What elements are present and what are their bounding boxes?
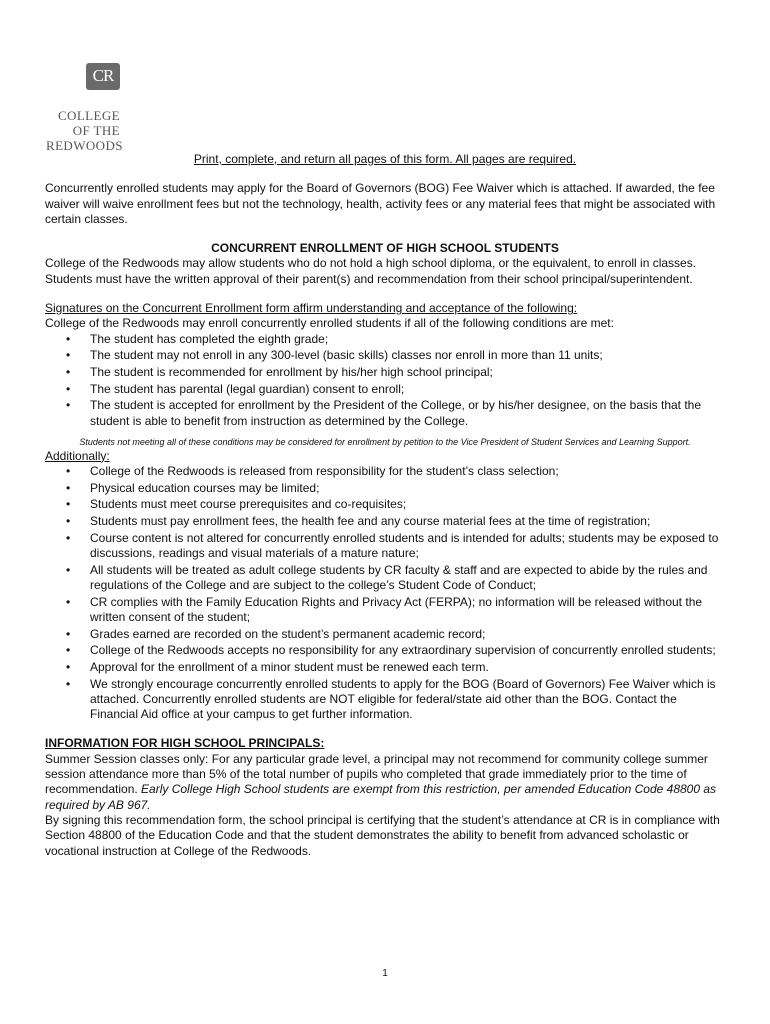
- heading-body: College of the Redwoods may allow students who do not hold a high school diploma, or the equivalent, to enroll in classes. Students must have the written approval of their parent(s) and recommendation from their school principal/superintendent.: [45, 256, 697, 286]
- list-item: • The student has parental (legal guardian) consent to enroll;: [45, 382, 725, 397]
- list-item: • The student is recommended for enrollment by his/her high school principal;: [45, 365, 725, 380]
- principals-text: Summer Session classes only: For any particular grade level, a principal may not recommend for community college summer session attendance more than 5% of the total number of pupils who completed that grade immediately prior to the time of recommendation.: [45, 751, 708, 797]
- conditions-list: [45, 332, 725, 429]
- signatures-title: Signatures on the Concurrent Enrollment form affirm understanding and acceptance of the following:: [45, 301, 578, 316]
- list-item: • Approval for the enrollment of a minor student must be renewed each term.: [45, 660, 725, 675]
- logo-wordmark: [46, 108, 123, 153]
- list-item: • The student may not enroll in any 300-level (basic skills) classes nor enroll in more than 11 units;: [45, 348, 725, 363]
- page-number: 1: [382, 968, 388, 979]
- list-item: • Course content is not altered for concurrently enrolled students and is intended for adults; students may be exposed to discussions, readings and visual materials of a mature nature;: [45, 531, 725, 562]
- cr-logo-mark: [86, 63, 120, 90]
- additionally-title: Additionally:: [45, 448, 110, 463]
- cr-logo-mark-text: CR: [92, 66, 114, 85]
- section-heading: CONCURRENT ENROLLMENT OF HIGH SCHOOL STUDENTS: [211, 241, 559, 256]
- intro-paragraph: Concurrently enrolled students may apply for the Board of Governors (BOG) Fee Waiver which is attached. If awarded, the fee waiver will waive enrollment fees but not the technology, health, activity fees or any material fees that might be associated with certain classes.: [45, 181, 716, 226]
- instruction-line: Print, complete, and return all pages of this form. All pages are required.: [193, 152, 577, 166]
- logo-line: COLLEGE: [57, 108, 120, 123]
- list-item: • Physical education courses may be limited;: [45, 481, 725, 496]
- list-item: • The student has completed the eighth grade;: [45, 332, 725, 347]
- principals-paragraph-2: By signing this recommendation form, the school principal is certifying that the student’s attendance at CR is in compliance with Section 48800 of the Education Code and that the student demonstrates the ability to benefit from advanced scholastic or vocational instruction at College of the Redwoods.: [45, 812, 720, 858]
- list-item: • Students must pay enrollment fees, the health fee and any course material fees at the time of registration;: [45, 514, 725, 529]
- list-item: • The student is accepted for enrollment by the President of the College, or by his/her designee, on the basis that the student is able to benefit from instruction as determined by the College.: [45, 398, 725, 429]
- list-item: • Students must meet course prerequisites and co-requisites;: [45, 497, 725, 512]
- list-item: • College of the Redwoods is released from responsibility for the student’s class selection;: [45, 464, 725, 479]
- petition-note: Students not meeting all of these conditions may be considered for enrollment by petition to the Vice President of Student Services and Learning Support.: [79, 437, 691, 448]
- principals-title: INFORMATION FOR HIGH SCHOOL PRINCIPALS:: [45, 736, 325, 751]
- logo-line: OF THE: [72, 123, 120, 138]
- additionally-list: [45, 464, 725, 723]
- list-item: • College of the Redwoods accepts no responsibility for any extraordinary supervision of concurrently enrolled students;: [45, 643, 725, 658]
- conditions-intro: College of the Redwoods may enroll concurrently enrolled students if all of the following conditions are met:: [45, 316, 614, 331]
- logo-line: REDWOODS: [46, 138, 123, 153]
- list-item: • We strongly encourage concurrently enrolled students to apply for the BOG (Board of Governors) Fee Waiver which is attached. Concurrently enrolled students are NOT eligible for federal/state aid other than the BOG. Contact the Financial Aid office at your campus to get further information.: [45, 677, 725, 723]
- principals-italic-text: Early College High School students are exempt from this restriction, per amended Education Code 48800 as required by AB 967.: [45, 782, 717, 812]
- list-item: • Grades earned are recorded on the student’s permanent academic record;: [45, 627, 725, 642]
- list-item: • CR complies with the Family Education Rights and Privacy Act (FERPA); no information will be released without the written consent of the student;: [45, 595, 725, 626]
- form-content: [45, 152, 725, 859]
- principals-paragraph-1: [45, 752, 725, 813]
- list-item: • All students will be treated as adult college students by CR faculty & staff and are expected to abide by the rules and regulations of the College and are subject to the college’s Student Code of Conduct;: [45, 563, 725, 594]
